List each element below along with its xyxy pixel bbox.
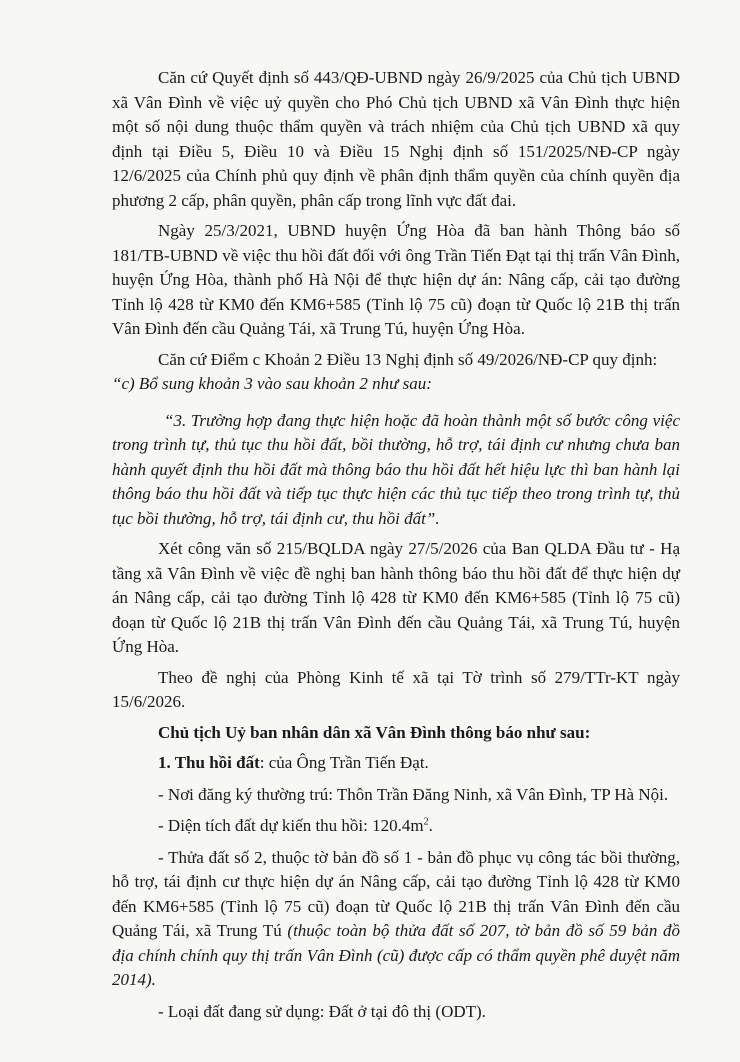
item-land-use: - Loại đất đang sử dụng: Đất ở tại đô thị (ODT). bbox=[158, 1001, 486, 1021]
paragraph-legal-basis-1: Căn cứ Quyết định số 443/QĐ-UBND ngày 26/9/2025 của Chủ tịch UBND xã Vân Đình về việc uỷ quyền cho Phó Chủ tịch UBND xã Vân Đình thực hiện một số nội dung thuộc thẩm quyền và trách nhiệm của Chủ tịch UBND xã quy định tại Điều 5, Điều 10 và Điều 15 Nghị định số 151/2025/NĐ-CP ngày 12/6/2025 của Chính phủ quy định về phân định thẩm quyền của chính quyền địa phương 2 cấp, phân quyền, phân cấp trong lĩnh vực đất đai. bbox=[112, 68, 680, 210]
item-land-recovery-text: : của Ông Trần Tiến Đạt. bbox=[259, 753, 429, 772]
area-end: . bbox=[428, 816, 433, 835]
area-superscript: 2 bbox=[423, 816, 429, 828]
item-parcel bbox=[112, 846, 680, 993]
parcel-italic: (thuộc toàn bộ thửa đất số 207, tờ bản đồ số 59 bản đồ địa chính chính quy thị trấn Vân Đình (cũ) được cấp có thẩm quyền phê duyệt năm 2014). bbox=[112, 921, 680, 989]
paragraph-legal-basis-2-italic: “c) Bổ sung khoản 3 vào sau khoản 2 như sau: bbox=[112, 374, 432, 393]
item-land-recovery bbox=[112, 751, 680, 776]
quoted-clause: “3. Trường hợp đang thực hiện hoặc đã hoàn thành một số bước công việc trong trình tự, thủ tục thu hồi đất, bồi thường, hỗ trợ, tái định cư nhưng chưa ban hành quyết định thu hồi đất mà thông báo thu hồi đất hết hiệu lực thì ban hành lại thông báo thu hồi đất và tiếp tục thực hiện các thủ tục tiếp theo trong trình tự, thủ tục bồi thường, hỗ trợ, tái định cư, thu hồi đất”. bbox=[112, 410, 680, 528]
paragraph-proposal: Theo đề nghị của Phòng Kinh tế xã tại Tờ trình số 279/TTr-KT ngày 15/6/2026. bbox=[112, 667, 680, 711]
paragraph-legal-basis-2: Căn cứ Điểm c Khoản 2 Điều 13 Nghị định số 49/2026/NĐ-CP quy định: bbox=[158, 349, 658, 369]
parcel-text: - Thửa đất số 2, thuộc tờ bản đồ số 1 - bản đồ phục vụ công tác bồi thường, hỗ trợ, tái định cư thực hiện dự án Nâng cấp, cải tạo đường Tỉnh lộ 428 từ KM0 đến KM6+585 (Tỉnh lộ 75 cũ) đoạn từ Quốc lộ 21B thị trấn Vân Đình đến cầu Quảng Tái, xã Trung Tú bbox=[112, 847, 680, 940]
paragraph-prior-notice: Ngày 25/3/2021, UBND huyện Ứng Hòa đã ban hành Thông báo số 181/TB-UBND về việc thu hồi đất đối với ông Trần Tiến Đạt tại thị trấn Vân Đình, huyện Ứng Hòa, thành phố Hà Nội để thực hiện dự án: Nâng cấp, cải tạo đường Tỉnh lộ 428 từ KM0 đến KM6+585 (Tỉnh lộ 75 cũ) đoạn từ Quốc lộ 21B thị trấn Vân Đình đến cầu Quảng Tái, xã Trung Tú, huyện Ứng Hòa. bbox=[112, 221, 680, 338]
item-residence: - Nơi đăng ký thường trú: Thôn Trần Đăng Ninh, xã Vân Đình, TP Hà Nội. bbox=[158, 784, 669, 804]
paragraph-official-letter: Xét công văn số 215/BQLDA ngày 27/5/2026 của Ban QLDA Đầu tư - Hạ tầng xã Vân Đình về việc đề nghị ban hành thông báo thu hồi đất để thực hiện dự án Nâng cấp, cải tạo đường Tỉnh lộ 428 từ KM0 đến KM6+585 (Tỉnh lộ 75 cũ) đoạn từ Quốc lộ 21B thị trấn Vân Đình đến cầu Quảng Tái, xã Trung Tú, huyện Ứng Hòa. bbox=[112, 539, 680, 656]
notice-heading: Chủ tịch Uỷ ban nhân dân xã Vân Đình thông báo như sau: bbox=[158, 722, 591, 742]
item-area bbox=[112, 814, 680, 839]
area-label: - Diện tích đất dự kiến thu hồi: 120.4m bbox=[158, 816, 424, 835]
item-land-recovery-label: 1. Thu hồi đất bbox=[158, 753, 260, 772]
